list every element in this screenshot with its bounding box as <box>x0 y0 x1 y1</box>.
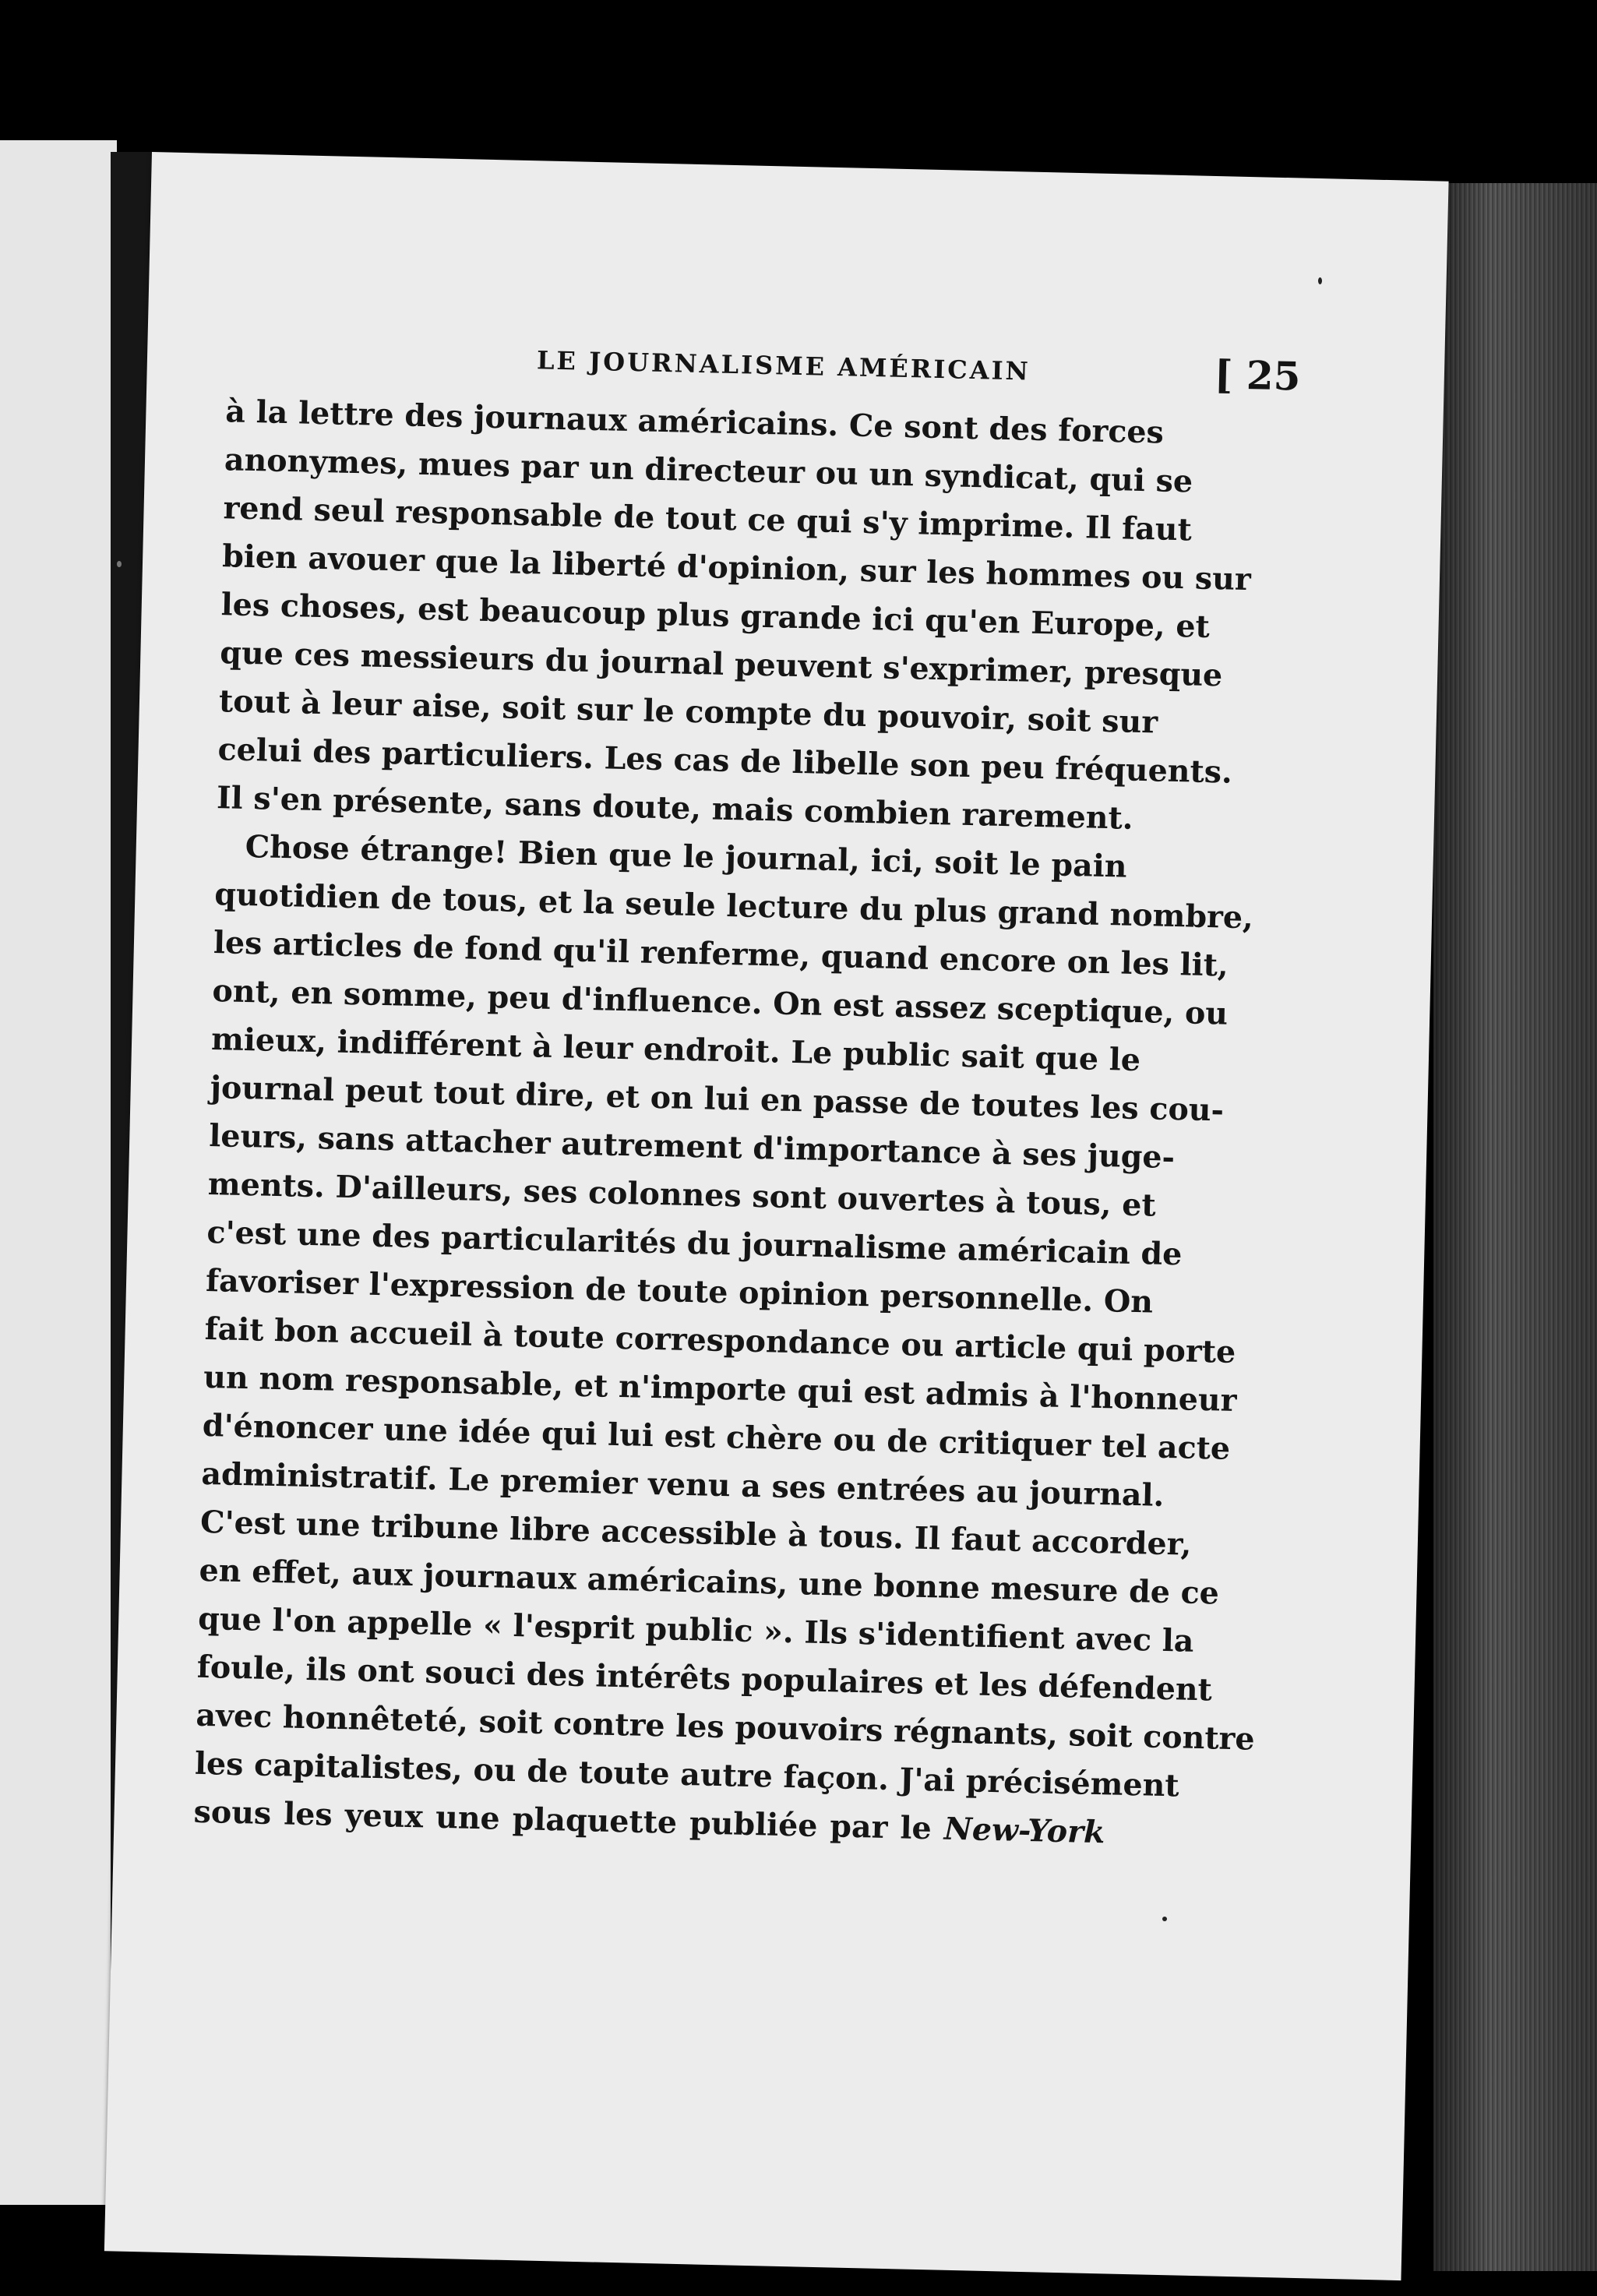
text-line: bien avouer que la liberté d'opinion, sur les hommes ou sur <box>221 538 1252 598</box>
text-line: les choses, est beaucoup plus grande ici qu'en Europe, et <box>220 587 1211 645</box>
text-line: anonymes, mues par un directeur ou un syndicat, qui se <box>224 442 1193 500</box>
text-line: les articles de fond qu'il renferme, quand encore on les lit, <box>213 925 1229 984</box>
text-line: Il s'en présente, sans doute, mais combien rarement. <box>216 780 1134 837</box>
text-line: en effet, aux journaux américains, une bonne mesure de ce <box>199 1552 1220 1612</box>
page-number: [ 25 <box>1214 351 1302 400</box>
text-line: journal peut tout dire, et on lui en passe de toutes les cou- <box>210 1070 1225 1129</box>
text-line: leurs, sans attacher autrement d'importance à ses juge- <box>208 1117 1176 1176</box>
text-line: rend seul responsable de tout ce qui s'y imprime. Il faut <box>223 490 1193 548</box>
dust-speck <box>117 561 122 567</box>
text-line: à la lettre des journaux américains. Ce sont des forces <box>224 393 1165 451</box>
text-line: que l'on appelle « l'esprit public ». Ils s'identifient avec la <box>197 1600 1194 1659</box>
text-line: que ces messieurs du journal peuvent s'exprimer, presque <box>219 635 1223 694</box>
text-line: tout à leur aise, soit sur le compte du pouvoir, soit sur <box>218 683 1158 741</box>
dust-speck <box>1318 277 1322 284</box>
text-line: les capitalistes, ou de toute autre façon. J'ai précisément <box>194 1745 1180 1804</box>
text-line: ments. D'ailleurs, ses colonnes sont ouvertes à tous, et <box>207 1166 1157 1224</box>
book-page <box>104 152 1449 2280</box>
text-line: avec honnêteté, soit contre les pouvoirs régnants, soit contre <box>195 1697 1256 1758</box>
final-line-text: sous les yeux une plaquette publiée par le <box>193 1793 932 1847</box>
previous-page-edge <box>0 140 117 2205</box>
text-line: mieux, indifférent à leur endroit. Le public sait que le <box>210 1021 1141 1079</box>
newspaper-name: New-York <box>943 1811 1105 1851</box>
text-line: un nom responsable, et n'importe qui est admis à l'honneur <box>203 1359 1237 1419</box>
text-line: quotidien de tous, et la seule lecture du plus grand nombre, <box>213 876 1254 936</box>
text-line: d'énoncer une idée qui lui est chère ou de critiquer tel acte <box>202 1407 1231 1467</box>
running-title: LE JOURNALISME AMÉRICAIN <box>536 345 1031 386</box>
text-line: C'est une tribune libre accessible à tous. Il faut accorder, <box>199 1504 1192 1563</box>
text-line: c'est une des particularités du journalisme américain de <box>206 1214 1183 1273</box>
text-line: fait bon accueil à toute correspondance ou article qui porte <box>204 1310 1236 1370</box>
fore-edge-shadow <box>1433 183 1597 2271</box>
text-line: ont, en somme, peu d'influence. On est assez sceptique, ou <box>212 973 1229 1032</box>
text-line: foule, ils ont souci des intérêts populaires et les défendent <box>196 1649 1213 1709</box>
dust-speck <box>1162 1917 1167 1921</box>
text-line: favoriser l'expression de toute opinion personnelle. On <box>205 1262 1154 1321</box>
paragraph-first-line: Chose étrange! Bien que le journal, ici, soit le pain <box>245 828 1128 885</box>
text-line: administratif. Le premier venu a ses entrées au journal. <box>200 1455 1165 1514</box>
text-body <box>193 387 1256 1857</box>
text-line: celui des particuliers. Les cas de libelle son peu fréquents. <box>217 732 1233 791</box>
